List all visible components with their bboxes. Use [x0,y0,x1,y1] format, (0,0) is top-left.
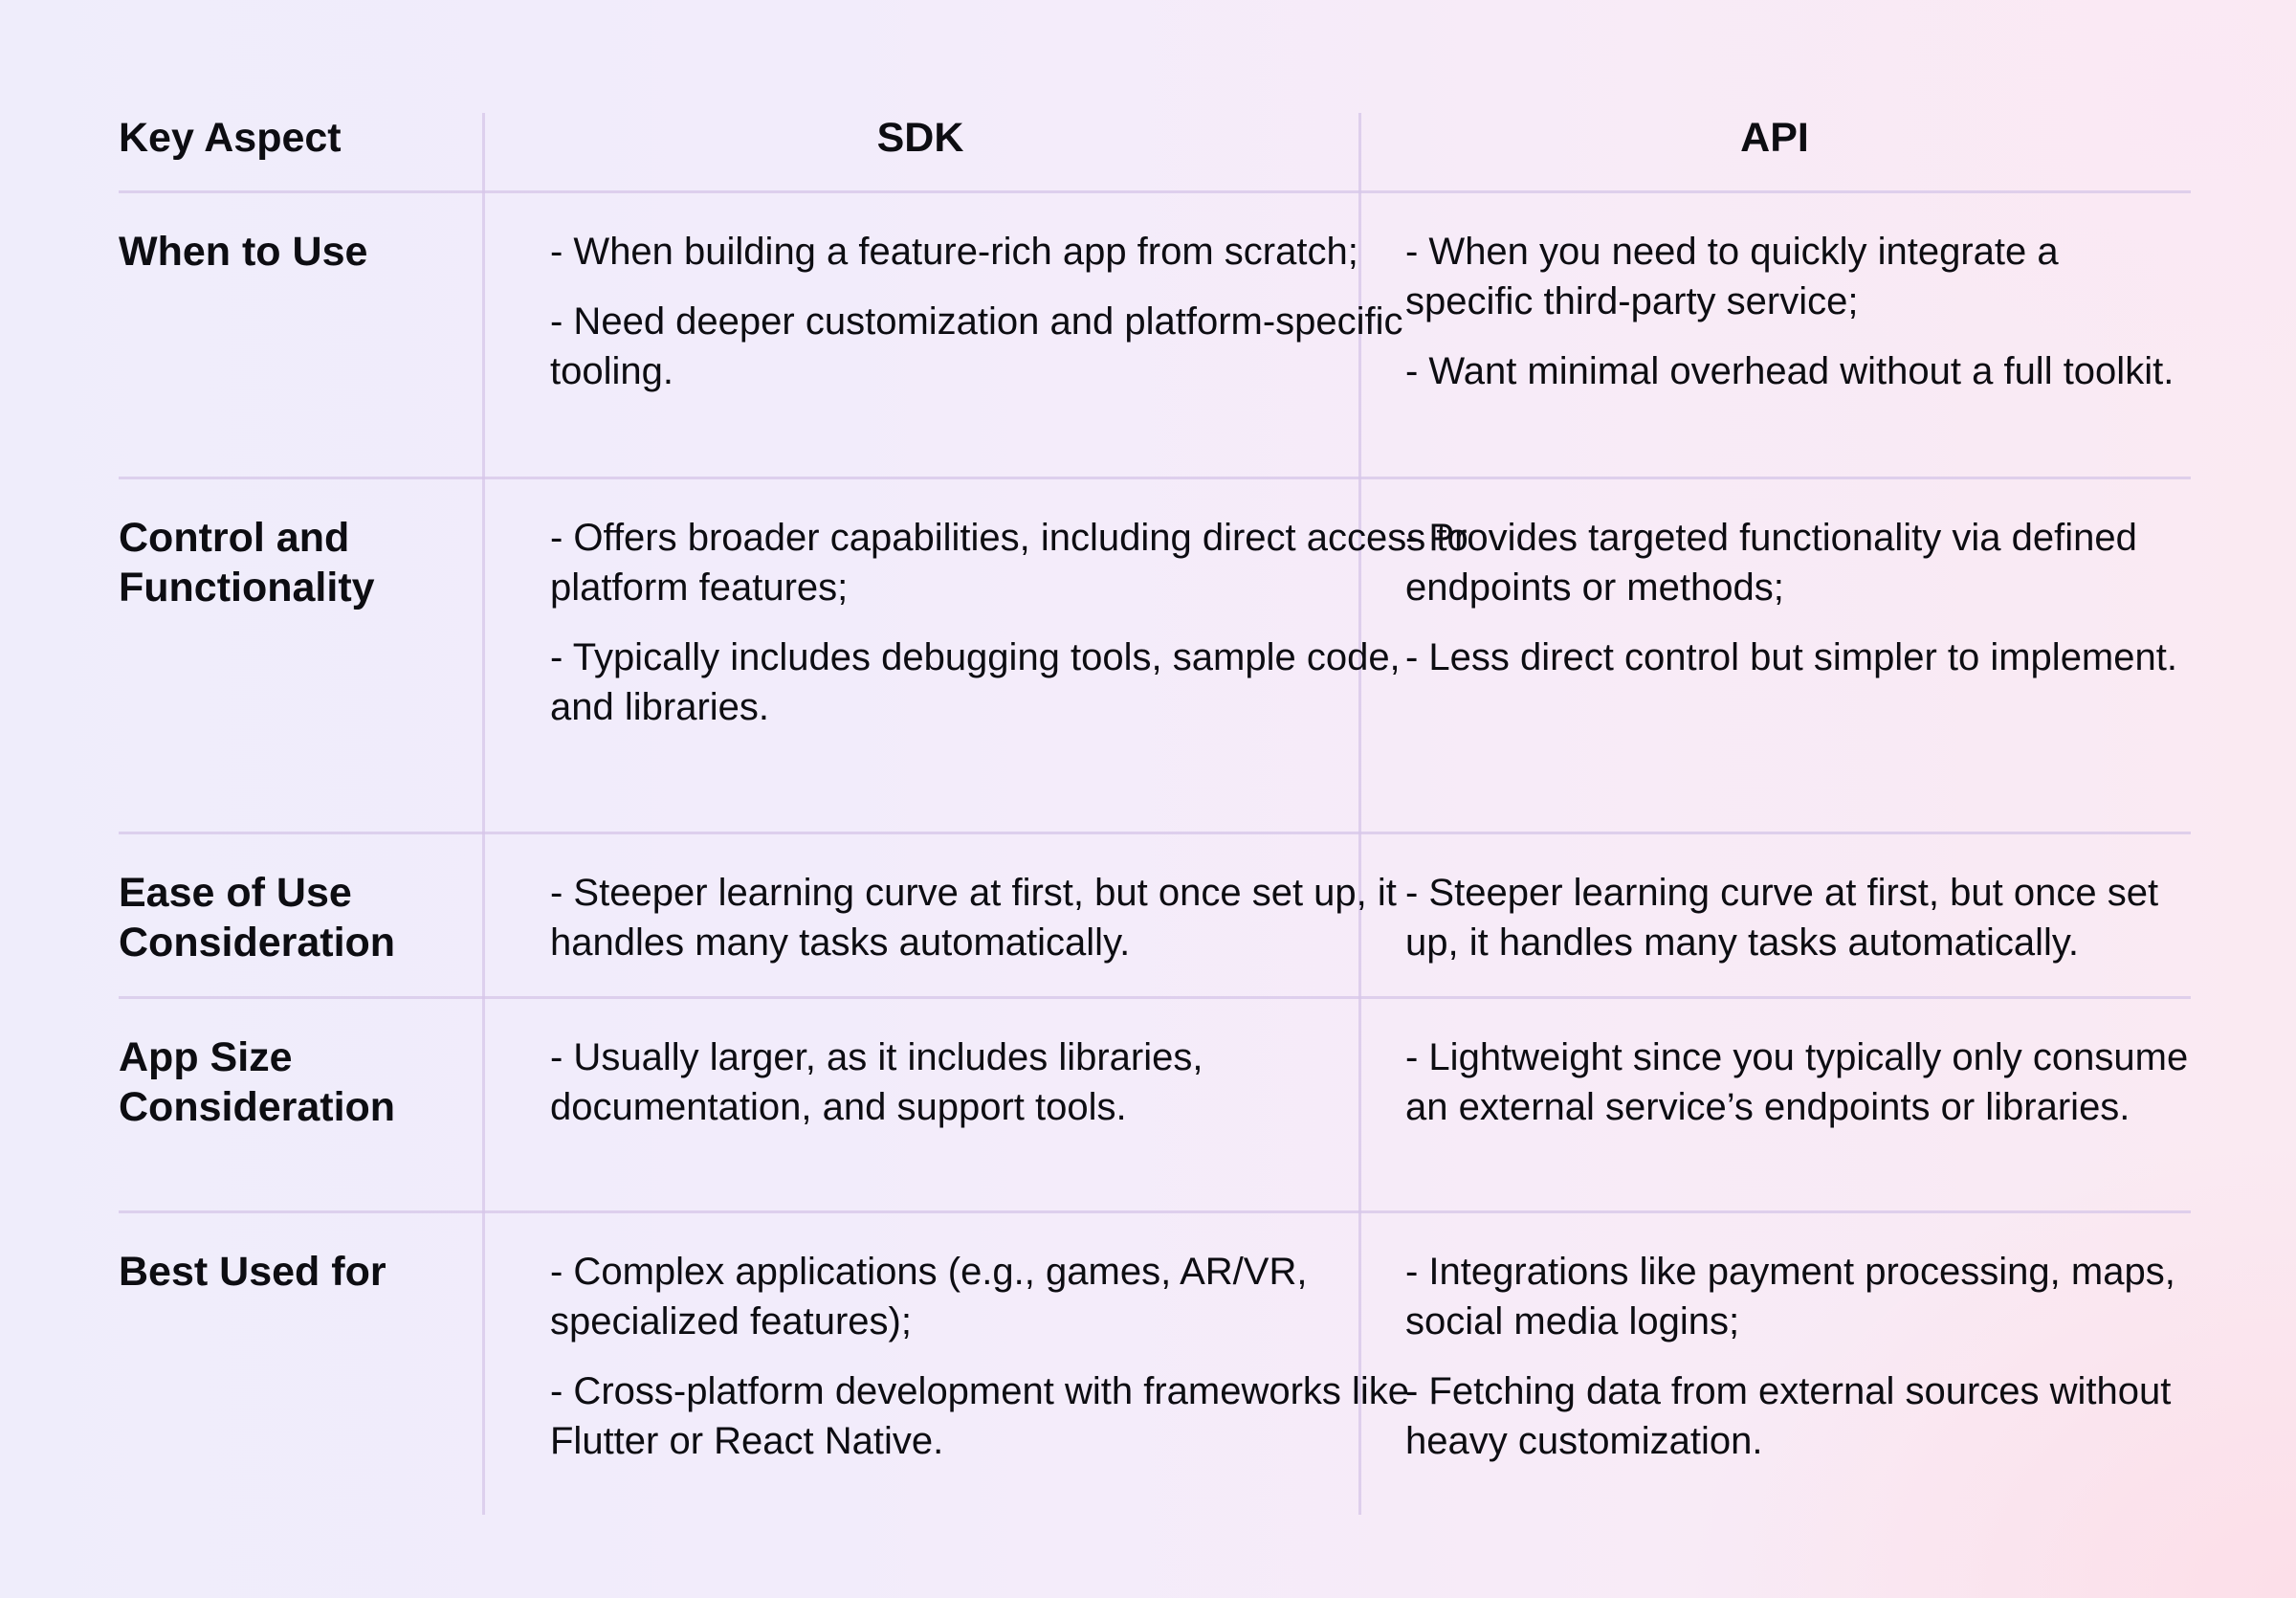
header-sdk: SDK [876,115,964,161]
aspect-app-size: App Size Consideration [119,1034,396,1130]
api-cell-app-size [1405,1032,2191,1152]
header-key-aspect: Key Aspect [119,115,342,161]
aspect-best-used-for: Best Used for [119,1249,386,1295]
sdk-cell-ease-of-use [550,868,1468,988]
api-cell-control [1405,513,2191,702]
sdk-bullet: - Usually larger, as it includes libraries, documentation, and support tools. [550,1036,1203,1128]
api-bullet: - Lightweight since you typically only consume an external service’s endpoints or libraries. [1405,1036,2189,1128]
aspect-when-to-use: When to Use [119,229,368,275]
row-divider [119,477,2191,479]
comparison-table [119,113,2191,1515]
api-bullet: - Integrations like payment processing, maps, social media logins; [1405,1251,2175,1343]
sdk-cell-app-size [550,1032,1468,1152]
api-bullet: - Want minimal overhead without a full toolkit. [1405,350,2175,392]
sdk-bullet: - Offers broader capabilities, including direct access to platform features; [550,517,1468,609]
api-cell-ease-of-use [1405,868,2191,988]
api-cell-best-used-for [1405,1247,2191,1486]
api-bullet: - Provides targeted functionality via defined endpoints or methods; [1405,517,2137,609]
aspect-control-and-functionality: Control and Functionality [119,515,375,610]
row-divider [119,190,2191,193]
sdk-bullet: - Steeper learning curve at first, but once set up, it handles many tasks automatically. [550,872,1397,964]
sdk-bullet: - Typically includes debugging tools, sample code, and libraries. [550,636,1401,728]
sdk-bullet: - Complex applications (e.g., games, AR/VR, specialized features); [550,1251,1308,1343]
header-api: API [1740,115,1809,161]
api-bullet: - Less direct control but simpler to implement. [1405,636,2177,678]
sdk-cell-when-to-use [550,227,1468,416]
sdk-cell-control [550,513,1468,752]
sdk-cell-best-used-for [550,1247,1468,1486]
api-cell-when-to-use [1405,227,2191,416]
sdk-bullet: - Cross-platform development with frameworks like Flutter or React Native. [550,1370,1410,1462]
api-bullet: - When you need to quickly integrate a specific third-party service; [1405,231,2059,322]
sdk-bullet: - When building a feature-rich app from scratch; [550,231,1358,273]
row-divider [119,996,2191,999]
api-bullet: - Steeper learning curve at first, but once set up, it handles many tasks automatically. [1405,872,2159,964]
column-divider [482,113,485,1515]
sdk-bullet: - Need deeper customization and platform-specific tooling. [550,300,1403,392]
api-bullet: - Fetching data from external sources without heavy customization. [1405,1370,2172,1462]
row-divider [119,1210,2191,1213]
aspect-ease-of-use: Ease of Use Consideration [119,870,396,965]
row-divider [119,832,2191,834]
